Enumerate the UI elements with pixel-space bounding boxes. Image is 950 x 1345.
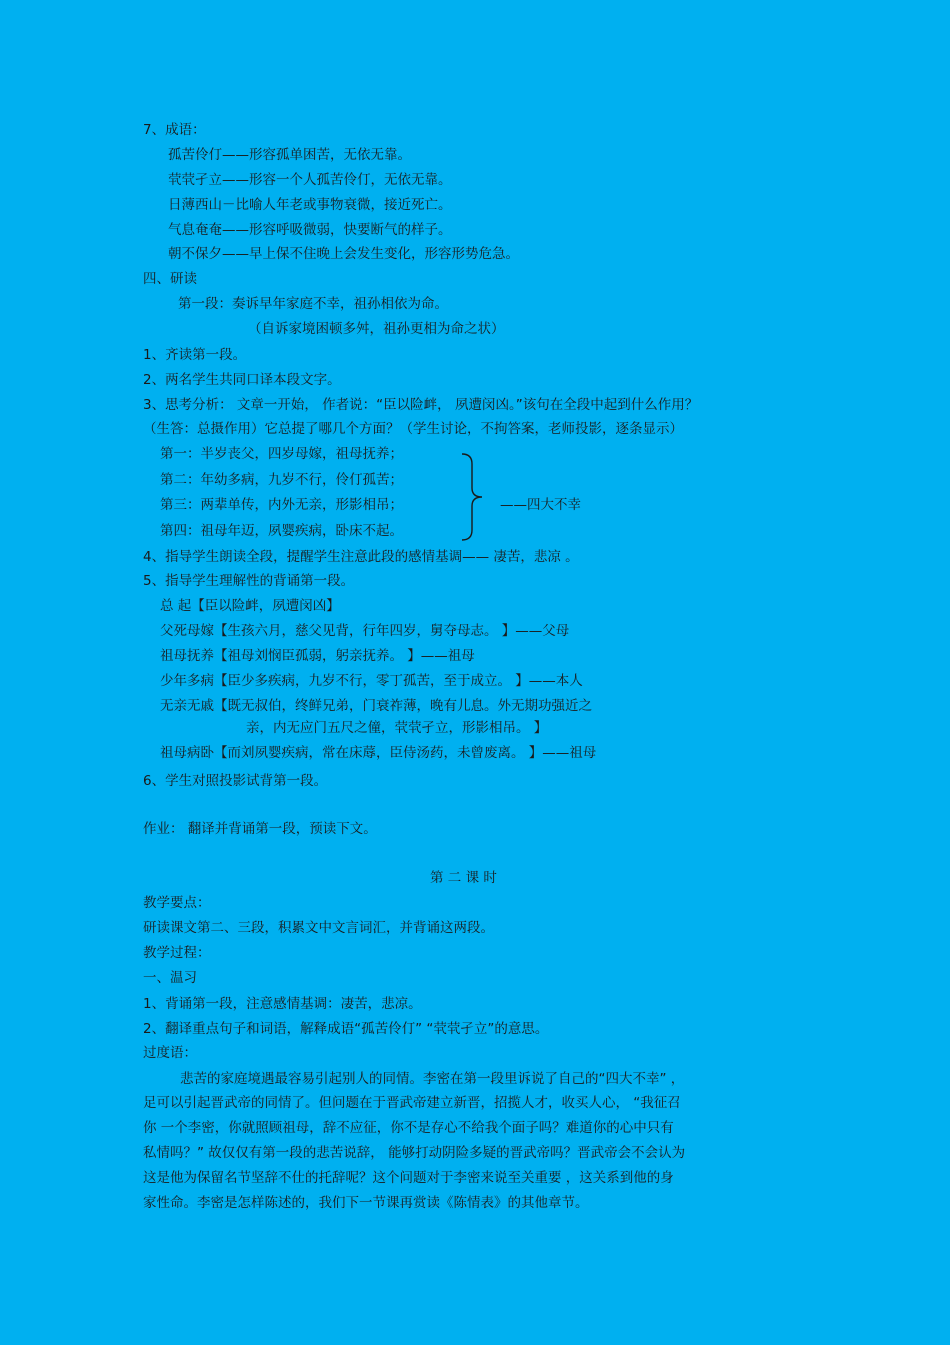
section-heading: 教学过程： bbox=[143, 945, 211, 961]
misfortune-item: 第一：半岁丧父，四岁母嫁，祖母抚养； bbox=[160, 446, 403, 462]
idiom-line: 孤苦伶仃——形容孤单困苦，无依无靠。 bbox=[168, 147, 411, 163]
section-heading: 过度语： bbox=[143, 1045, 197, 1061]
recitation-outline: 亲，内无应门五尺之僮，茕茕孑立，形影相吊。 】 bbox=[246, 720, 548, 736]
recitation-outline: 祖母病卧【而刘夙婴疾病，常在床蓐，臣侍汤药，未曾废离。 】——祖母 bbox=[160, 745, 597, 761]
step-line: 1、齐读第一段。 bbox=[143, 347, 247, 363]
idiom-line: 气息奄奄——形容呼吸微弱，快要断气的样子。 bbox=[168, 222, 452, 238]
misfortune-item: 第三：两辈单传，内外无亲，形影相吊； bbox=[160, 497, 403, 513]
idiom-line: 茕茕孑立——形容一个人孤苦伶仃，无依无靠。 bbox=[168, 172, 452, 188]
step-line: 2、两名学生共同口译本段文字。 bbox=[143, 372, 341, 388]
recitation-outline: 父死母嫁【生孩六月，慈父见背，行年四岁，舅夺母志。 】——父母 bbox=[160, 623, 570, 639]
step-line: （生答：总摄作用）它总提了哪几个方面？（学生讨论，不拘答案，老师投影，逐条显示） bbox=[143, 421, 683, 437]
recitation-outline: 总 起【臣以险衅，夙遭闵凶】 bbox=[160, 598, 340, 614]
paragraph-summary: 第一段：奏诉早年家庭不幸，祖孙相依为命。 bbox=[178, 296, 448, 312]
section-heading: 四、研读 bbox=[143, 271, 197, 287]
section-heading: 教学要点： bbox=[143, 895, 211, 911]
misfortune-item: 第二：年幼多病，九岁不行，伶仃孤苦； bbox=[160, 472, 403, 488]
idiom-line: 朝不保夕——早上保不住晚上会发生变化，形容形势危急。 bbox=[168, 246, 519, 262]
recitation-outline: 祖母抚养【祖母刘悯臣孤弱，躬亲抚养。 】——祖母 bbox=[160, 648, 475, 664]
recitation-outline: 无亲无戚【既无叔伯，终鲜兄弟，门衰祚薄，晚有儿息。外无期功强近之 bbox=[160, 698, 592, 714]
step-line: 1、背诵第一段，注意感情基调：凄苦，悲凉。 bbox=[143, 996, 422, 1012]
body-line: 这是他为保留名节坚辞不仕的托辞呢？这个问题对于李密来说至关重要 ，这关系到他的身 bbox=[143, 1170, 674, 1186]
step-line: 3、思考分析： 文章一开始， 作者说：“臣以险衅， 夙遭闵凶。”该句在全段中起到什么作用？ bbox=[143, 397, 699, 413]
paragraph-note: （自诉家境困顿多舛，祖孙更相为命之状） bbox=[248, 321, 505, 337]
body-line: 你 一个李密，你就照顾祖母，辞不应征，你不是存心不给我个面子吗？难道你的心中只有 bbox=[143, 1120, 674, 1136]
body-line: 家性命。李密是怎样陈述的，我们下一节课再赏读《陈情表》的其他章节。 bbox=[143, 1195, 589, 1211]
section-heading: 一、温习 bbox=[143, 970, 197, 986]
section-title-idioms: 7、成语： bbox=[143, 122, 206, 138]
homework: 作业： 翻译并背诵第一段，预读下文。 bbox=[143, 821, 377, 837]
step-line: 2、翻译重点句子和词语，解释成语“孤苦伶仃” “茕茕孑立”的意思。 bbox=[143, 1021, 549, 1037]
body-line: 足可以引起晋武帝的同情了。但问题在于晋武帝建立新晋，招揽人才，收买人心， “我征召 bbox=[143, 1095, 681, 1111]
step-line: 5、指导学生理解性的背诵第一段。 bbox=[143, 573, 355, 589]
idiom-line: 日薄西山－比喻人年老或事物衰微，接近死亡。 bbox=[168, 197, 452, 213]
step-line: 4、指导学生朗读全段，提醒学生注意此段的感情基调—— 凄苦，悲凉 。 bbox=[143, 549, 579, 565]
step-line: 6、学生对照投影试背第一段。 bbox=[143, 773, 328, 789]
misfortune-item: 第四：祖母年迈，夙婴疾病，卧床不起。 bbox=[160, 523, 403, 539]
recitation-outline: 少年多病【臣少多疾病，九岁不行，零丁孤苦，至于成立。 】——本人 bbox=[160, 673, 583, 689]
right-brace-icon bbox=[458, 452, 488, 542]
body-line: 研读课文第二、三段，积累文中文言词汇，并背诵这两段。 bbox=[143, 920, 494, 936]
body-line: 私情吗？” 故仅仅有第一段的悲苦说辞， 能够打动阴险多疑的晋武帝吗？晋武帝会不会认为 bbox=[143, 1145, 686, 1161]
misfortune-summary: ——四大不幸 bbox=[500, 497, 581, 513]
lesson-title: 第 二 课 时 bbox=[430, 870, 497, 886]
body-line: 悲苦的家庭境遇最容易引起别人的同情。李密在第一段里诉说了自己的“四大不幸” ， bbox=[180, 1071, 685, 1087]
